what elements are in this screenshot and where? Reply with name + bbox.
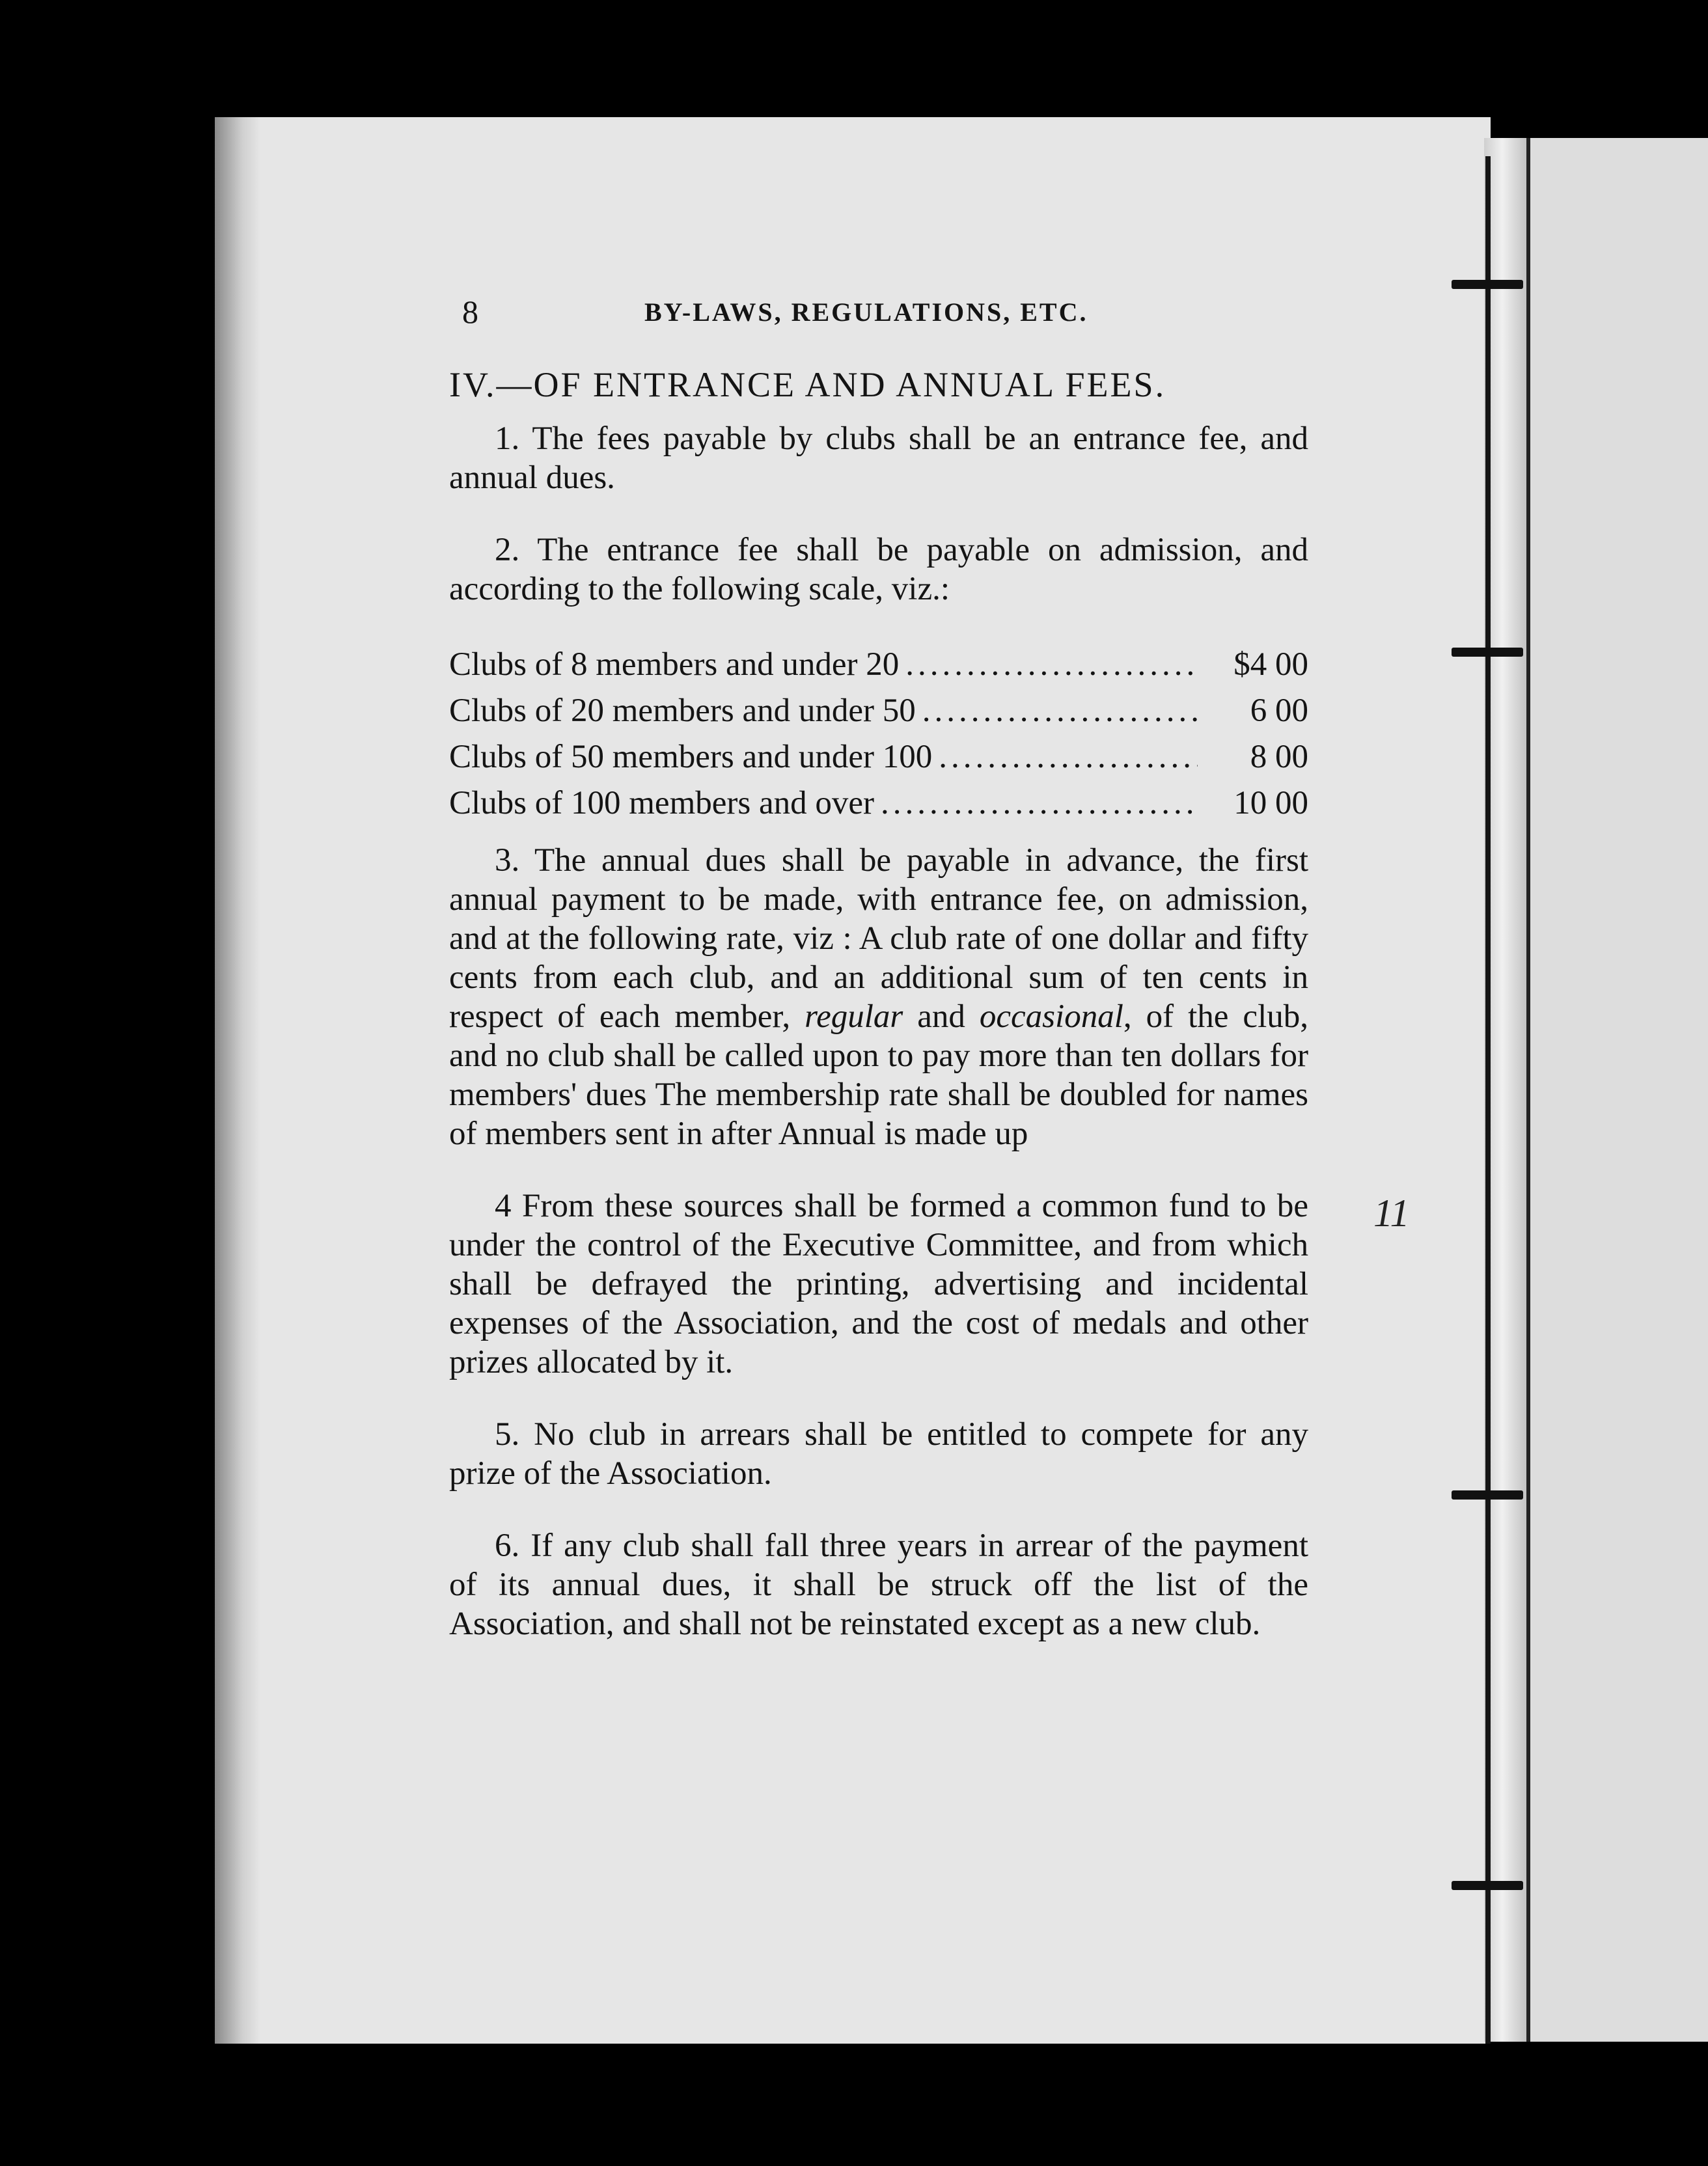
italic-regular: regular [805, 998, 903, 1035]
paragraph-1: 1. The fees payable by clubs shall be an entrance fee, and annual dues. [449, 420, 1308, 496]
paragraph-3-text-b: , of the club, and no club shall be called upon to pay more than ten dollars for members' dues The membership rate shall be doubled for names of members sent in after Annual is made up [449, 998, 1308, 1152]
section-title: IV.—OF ENTRANCE AND ANNUAL FEES. [449, 365, 1166, 404]
binding-stitch [1452, 1881, 1523, 1890]
fee-label: Clubs of 8 members and under 20 [449, 646, 900, 683]
fee-row [449, 734, 1308, 780]
italic-occasional: occasional [979, 998, 1123, 1035]
page-left-edge [215, 117, 260, 2044]
fee-scale-table [449, 642, 1308, 827]
fee-label: Clubs of 50 members and under 100 [449, 739, 933, 775]
margin-note: 11 [1373, 1192, 1410, 1235]
facing-page [1526, 138, 1708, 2042]
leader-dots [905, 642, 1198, 688]
binding-stitch [1452, 648, 1523, 657]
leader-dots [922, 688, 1198, 734]
fee-amount: 6 00 [1250, 692, 1308, 729]
paragraph-3 [449, 841, 1308, 1153]
running-head-title: BY-LAWS, REGULATIONS, ETC. [644, 297, 1088, 327]
fee-amount: 8 00 [1250, 739, 1308, 775]
paragraph-4: 4 From these sources shall be formed a common fund to be under the control of the Executive Committee, and from which shall be defrayed the printing, advertising and incidental expenses of the Association, and the cost of medals and other prizes allocated by it. [449, 1188, 1308, 1380]
fee-label: Clubs of 100 members and over [449, 785, 874, 821]
binding-stitch [1452, 1490, 1523, 1500]
fee-row [449, 688, 1308, 734]
binding-stitch [1452, 280, 1523, 289]
book-spine [1484, 138, 1530, 2042]
fee-label: Clubs of 20 members and under 50 [449, 692, 916, 729]
paragraph-5: 5. No club in arrears shall be entitled to compete for any prize of the Association. [449, 1416, 1308, 1492]
fee-row [449, 642, 1308, 688]
page-number: 8 [462, 294, 478, 330]
leader-dots [939, 734, 1198, 780]
binding-thread [1485, 156, 1491, 2044]
leader-dots [881, 780, 1198, 827]
paragraph-6: 6. If any club shall fall three years in arrear of the payment of its annual dues, it shall be struck off the list of the Association, and shall not be reinstated except as a new club. [449, 1528, 1308, 1642]
fee-amount: 10 00 [1233, 785, 1308, 821]
fee-amount: $4 00 [1233, 646, 1308, 683]
running-head [449, 293, 1308, 332]
page-content [449, 293, 1308, 1677]
paragraph-3-and: and [903, 998, 980, 1035]
paragraph-3-text-a: 3. The annual dues shall be payable in advance, the first annual payment to be made, with entrance fee, on admission, and at the following rate, viz : A club rate of one dollar and fifty cents from each club, and an additional sum of ten cents in respect of each member, [449, 842, 1308, 1035]
fee-row [449, 780, 1308, 827]
paragraph-2: 2. The entrance fee shall be payable on admission, and according to the following scale, viz.: [449, 532, 1308, 607]
